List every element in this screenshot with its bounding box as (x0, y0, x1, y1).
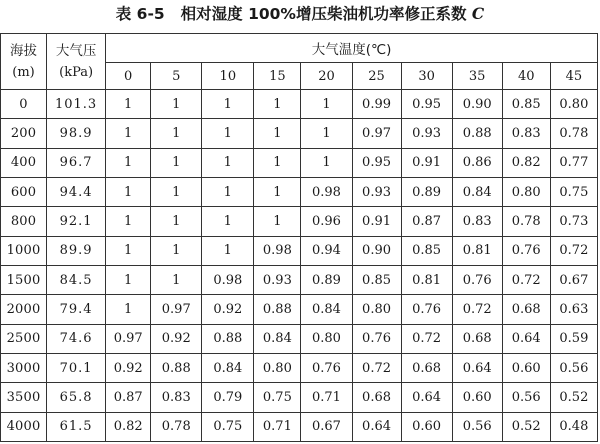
pressure-unit: (kPa) (59, 64, 94, 80)
table-number: 表 6-5 (115, 5, 165, 23)
coefficient-cell: 0.56 (452, 412, 502, 441)
coefficient-cell: 0.67 (550, 265, 597, 294)
table-row (1, 412, 598, 441)
coefficient-cell: 0.76 (401, 295, 452, 324)
coefficient-cell: 0.52 (550, 383, 597, 412)
coefficient-cell: 1 (301, 148, 352, 177)
table-row (1, 90, 598, 119)
coefficient-cell: 0.68 (401, 353, 452, 382)
coefficient-cell: 1 (151, 236, 202, 265)
pressure-cell: 79.4 (47, 295, 106, 324)
coefficient-cell: 0.68 (502, 295, 550, 324)
coefficient-cell: 0.88 (202, 324, 254, 353)
coefficient-cell: 0.60 (452, 383, 502, 412)
coefficient-cell: 0.92 (202, 295, 254, 324)
pressure-cell: 89.9 (47, 236, 106, 265)
coefficient-cell: 0.72 (352, 353, 401, 382)
coefficient-cell: 0.75 (550, 177, 597, 206)
coefficient-cell: 0.98 (254, 236, 301, 265)
coefficient-cell: 0.93 (254, 265, 301, 294)
coefficient-cell: 0.83 (502, 119, 550, 148)
coefficient-cell: 1 (106, 177, 151, 206)
table-row (1, 353, 598, 382)
altitude-cell: 400 (1, 148, 47, 177)
coefficient-cell: 0.60 (401, 412, 452, 441)
coefficient-cell: 0.77 (550, 148, 597, 177)
pressure-cell: 101.3 (47, 90, 106, 119)
coefficient-cell: 1 (202, 148, 254, 177)
coefficient-cell: 0.94 (301, 236, 352, 265)
coefficient-cell: 1 (202, 236, 254, 265)
coefficient-cell: 0.84 (452, 177, 502, 206)
coefficient-cell: 0.98 (202, 265, 254, 294)
coefficient-cell: 0.80 (301, 324, 352, 353)
table-title (0, 0, 600, 30)
coefficient-cell: 1 (151, 207, 202, 236)
coefficient-cell: 0.81 (452, 236, 502, 265)
altitude-cell: 2500 (1, 324, 47, 353)
altitude-cell: 4000 (1, 412, 47, 441)
table-row (1, 324, 598, 353)
coefficient-cell: 0.67 (301, 412, 352, 441)
coefficient-cell: 1 (254, 207, 301, 236)
coefficient-cell: 0.76 (502, 236, 550, 265)
coefficient-cell: 1 (151, 119, 202, 148)
coefficient-cell: 1 (106, 148, 151, 177)
correction-coefficient-table (0, 33, 598, 442)
table-title-text: 相对湿度 100%增压柴油机功率修正系数 (180, 5, 467, 23)
coefficient-cell: 0.91 (401, 148, 452, 177)
temp-col-header: 30 (401, 63, 452, 90)
pressure-header (47, 34, 106, 90)
coefficient-cell: 0.64 (502, 324, 550, 353)
coefficient-cell: 0.82 (106, 412, 151, 441)
temp-col-header: 0 (106, 63, 151, 90)
table-row (1, 148, 598, 177)
pressure-cell: 94.4 (47, 177, 106, 206)
coefficient-symbol: C (471, 4, 485, 23)
coefficient-cell: 1 (202, 207, 254, 236)
table-row (1, 265, 598, 294)
pressure-cell: 96.7 (47, 148, 106, 177)
coefficient-cell: 0.97 (352, 119, 401, 148)
coefficient-cell: 1 (202, 90, 254, 119)
temp-col-header: 25 (352, 63, 401, 90)
coefficient-cell: 0.81 (401, 265, 452, 294)
coefficient-cell: 0.90 (352, 236, 401, 265)
altitude-cell: 600 (1, 177, 47, 206)
coefficient-cell: 0.95 (401, 90, 452, 119)
pressure-cell: 98.9 (47, 119, 106, 148)
coefficient-cell: 0.85 (401, 236, 452, 265)
coefficient-cell: 0.71 (301, 383, 352, 412)
coefficient-cell: 0.64 (352, 412, 401, 441)
coefficient-cell: 1 (254, 148, 301, 177)
coefficient-cell: 0.88 (452, 119, 502, 148)
coefficient-cell: 0.92 (106, 353, 151, 382)
coefficient-cell: 1 (106, 207, 151, 236)
coefficient-cell: 1 (202, 119, 254, 148)
coefficient-cell: 1 (254, 119, 301, 148)
coefficient-cell: 0.92 (151, 324, 202, 353)
coefficient-cell: 1 (301, 119, 352, 148)
coefficient-cell: 0.89 (401, 177, 452, 206)
coefficient-cell: 0.83 (452, 207, 502, 236)
coefficient-cell: 0.98 (301, 177, 352, 206)
coefficient-cell: 1 (202, 177, 254, 206)
temp-col-header: 35 (452, 63, 502, 90)
coefficient-cell: 0.48 (550, 412, 597, 441)
coefficient-cell: 0.72 (401, 324, 452, 353)
coefficient-cell: 0.71 (254, 412, 301, 441)
temp-col-header: 45 (550, 63, 597, 90)
coefficient-cell: 0.90 (452, 90, 502, 119)
coefficient-cell: 0.80 (352, 295, 401, 324)
pressure-cell: 74.6 (47, 324, 106, 353)
coefficient-cell: 1 (151, 148, 202, 177)
altitude-cell: 200 (1, 119, 47, 148)
pressure-cell: 70.1 (47, 353, 106, 382)
coefficient-cell: 0.68 (452, 324, 502, 353)
coefficient-cell: 0.52 (502, 412, 550, 441)
coefficient-cell: 0.99 (352, 90, 401, 119)
altitude-cell: 1000 (1, 236, 47, 265)
coefficient-cell: 0.97 (106, 324, 151, 353)
coefficient-cell: 0.79 (202, 383, 254, 412)
coefficient-cell: 0.97 (151, 295, 202, 324)
temp-col-header: 15 (254, 63, 301, 90)
table-row (1, 383, 598, 412)
coefficient-cell: 1 (151, 90, 202, 119)
coefficient-cell: 1 (106, 265, 151, 294)
table-row (1, 295, 598, 324)
altitude-cell: 800 (1, 207, 47, 236)
temp-col-header: 10 (202, 63, 254, 90)
coefficient-cell: 1 (151, 265, 202, 294)
coefficient-cell: 0.78 (502, 207, 550, 236)
table-row (1, 207, 598, 236)
coefficient-cell: 0.80 (502, 177, 550, 206)
coefficient-cell: 0.72 (502, 265, 550, 294)
coefficient-cell: 0.64 (401, 383, 452, 412)
pressure-cell: 65.8 (47, 383, 106, 412)
coefficient-cell: 0.84 (202, 353, 254, 382)
coefficient-cell: 0.78 (550, 119, 597, 148)
coefficient-cell: 1 (254, 177, 301, 206)
coefficient-cell: 0.85 (352, 265, 401, 294)
coefficient-cell: 0.95 (352, 148, 401, 177)
altitude-cell: 3000 (1, 353, 47, 382)
pressure-cell: 92.1 (47, 207, 106, 236)
table-row (1, 119, 598, 148)
coefficient-cell: 0.75 (202, 412, 254, 441)
altitude-cell: 0 (1, 90, 47, 119)
temp-col-header: 40 (502, 63, 550, 90)
coefficient-cell: 0.84 (254, 324, 301, 353)
coefficient-cell: 0.85 (502, 90, 550, 119)
pressure-cell: 61.5 (47, 412, 106, 441)
coefficient-cell: 0.78 (151, 412, 202, 441)
pressure-header-label: 大气压 (55, 42, 97, 59)
coefficient-cell: 0.80 (254, 353, 301, 382)
coefficient-cell: 0.56 (502, 383, 550, 412)
coefficient-cell: 0.76 (301, 353, 352, 382)
coefficient-cell: 0.86 (452, 148, 502, 177)
altitude-cell: 2000 (1, 295, 47, 324)
coefficient-cell: 0.87 (401, 207, 452, 236)
temp-col-header: 20 (301, 63, 352, 90)
coefficient-cell: 0.93 (352, 177, 401, 206)
coefficient-cell: 0.88 (151, 353, 202, 382)
coefficient-cell: 0.75 (254, 383, 301, 412)
pressure-cell: 84.5 (47, 265, 106, 294)
altitude-header-label: 海拔 (10, 42, 38, 59)
altitude-unit: (m) (12, 64, 35, 80)
coefficient-cell: 1 (151, 177, 202, 206)
coefficient-cell: 0.83 (151, 383, 202, 412)
coefficient-cell: 0.89 (301, 265, 352, 294)
coefficient-cell: 1 (106, 119, 151, 148)
coefficient-cell: 0.72 (452, 295, 502, 324)
coefficient-cell: 0.76 (352, 324, 401, 353)
altitude-header (1, 34, 47, 90)
coefficient-cell: 0.87 (106, 383, 151, 412)
coefficient-cell: 0.80 (550, 90, 597, 119)
coefficient-cell: 0.63 (550, 295, 597, 324)
coefficient-cell: 1 (301, 90, 352, 119)
coefficient-cell: 1 (106, 90, 151, 119)
coefficient-cell: 0.93 (401, 119, 452, 148)
coefficient-cell: 0.68 (352, 383, 401, 412)
coefficient-cell: 1 (254, 90, 301, 119)
coefficient-cell: 0.84 (301, 295, 352, 324)
coefficient-cell: 1 (106, 295, 151, 324)
altitude-cell: 3500 (1, 383, 47, 412)
altitude-cell: 1500 (1, 265, 47, 294)
coefficient-cell: 0.60 (502, 353, 550, 382)
coefficient-cell: 0.82 (502, 148, 550, 177)
table-row (1, 177, 598, 206)
temperature-header: 大气温度(℃) (106, 34, 598, 63)
table-row (1, 236, 598, 265)
coefficient-cell: 0.72 (550, 236, 597, 265)
coefficient-cell: 0.59 (550, 324, 597, 353)
coefficient-cell: 0.76 (452, 265, 502, 294)
coefficient-cell: 0.96 (301, 207, 352, 236)
coefficient-cell: 0.91 (352, 207, 401, 236)
temp-col-header: 5 (151, 63, 202, 90)
coefficient-cell: 0.73 (550, 207, 597, 236)
coefficient-cell: 0.64 (452, 353, 502, 382)
coefficient-cell: 0.88 (254, 295, 301, 324)
coefficient-cell: 0.56 (550, 353, 597, 382)
coefficient-cell: 1 (106, 236, 151, 265)
